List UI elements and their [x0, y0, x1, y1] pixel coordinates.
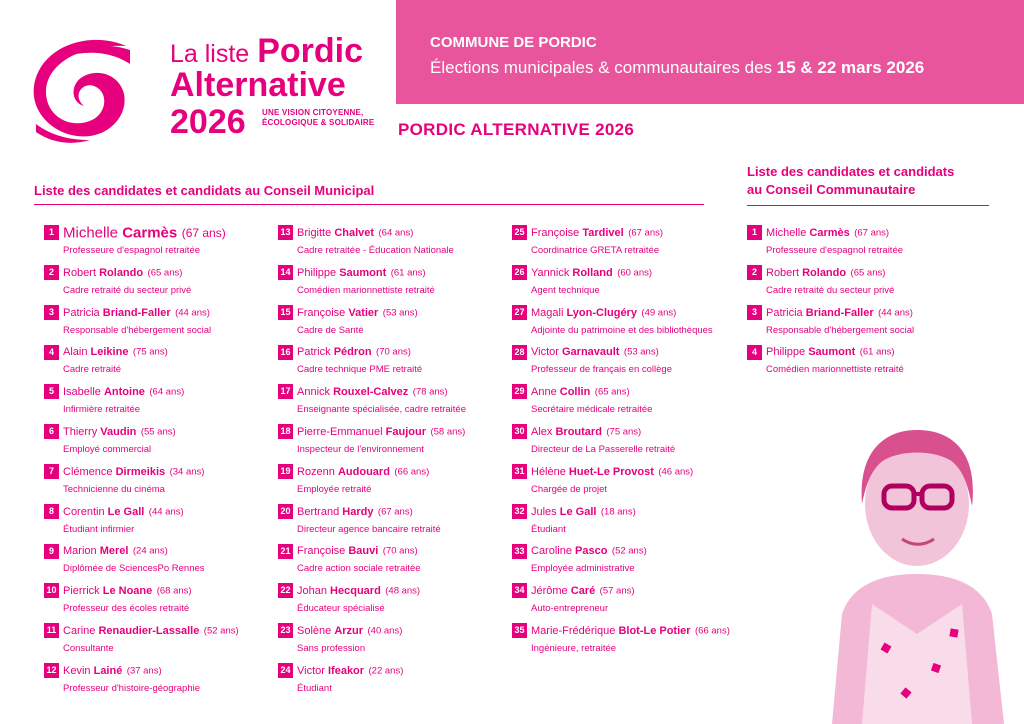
candidate-job: Adjointe du patrimoine et des bibliothèques: [531, 324, 713, 336]
candidate-number: 19: [278, 464, 293, 479]
candidate-age: (75 ans): [132, 346, 168, 358]
candidate-name: Yannick Rolland: [531, 266, 613, 279]
candidate-item: [512, 582, 635, 614]
candidate-number: 11: [44, 623, 59, 638]
candidate-job: Étudiant: [297, 682, 332, 694]
candidate-name: Victor Ifeakor: [297, 664, 365, 677]
candidate-number: 26: [512, 265, 527, 280]
candidate-age: (55 ans): [140, 426, 176, 438]
candidate-name: Magali Lyon-Clugéry: [531, 306, 637, 319]
candidate-age: (44 ans): [878, 306, 913, 318]
candidate-age: (65 ans): [850, 267, 886, 279]
candidate-job: Responsable d'hébergement social: [766, 324, 915, 336]
candidate-number: 1: [44, 225, 59, 240]
candidate-name: Brigitte Chalvet: [297, 226, 375, 239]
candidate-job: Professeure d'espagnol retraitée: [766, 245, 904, 256]
candidate-job: Agent technique: [531, 284, 600, 296]
communautaire-heading: Liste des candidates et candidats au Conseil Communautaire: [747, 163, 989, 206]
candidate-number: 2: [44, 265, 59, 280]
candidate-job: Professeur des écoles retraité: [63, 603, 190, 615]
candidate-job: Cadre technique PME retraité: [297, 364, 423, 376]
candidate-name: Bertrand Hardy: [297, 505, 374, 518]
candidate-age: (34 ans): [169, 466, 205, 478]
candidate-job: Éducateur spécialisé: [297, 603, 385, 615]
candidate-item: [278, 304, 418, 336]
candidate-age: (52 ans): [203, 625, 239, 637]
candidate-name: Marion Merel: [63, 545, 129, 558]
candidate-name: Jérôme Caré: [531, 584, 596, 597]
candidate-number: 21: [278, 544, 293, 559]
candidate-item: [278, 662, 403, 694]
candidate-item: [278, 622, 402, 654]
candidate-job: Comédien marionnettiste retraité: [766, 364, 904, 376]
candidate-name: Alex Broutard: [531, 425, 602, 438]
candidate-name: Anne Collin: [531, 385, 591, 398]
candidate-number: 4: [747, 345, 762, 360]
candidate-age: (70 ans): [382, 545, 418, 557]
candidate-item: [278, 383, 466, 415]
candidate-item: [512, 383, 652, 415]
candidate-age: (60 ans): [617, 267, 653, 279]
candidate-name: Michelle Carmès: [63, 224, 178, 242]
candidate-item: [747, 304, 914, 336]
candidate-item: [512, 463, 693, 495]
candidate-job: Chargée de projet: [531, 483, 608, 495]
candidate-job: Professeur d'histoire-géographie: [63, 682, 201, 694]
candidate-item: [747, 343, 904, 375]
candidate-age: (66 ans): [394, 466, 430, 478]
candidate-item: [512, 622, 730, 654]
logo-year: 2026: [170, 103, 246, 141]
candidate-item: [44, 304, 211, 336]
candidate-name: Patricia Briand-Faller: [63, 306, 171, 319]
candidate-name: Pierre-Emmanuel Faujour: [297, 425, 426, 438]
candidate-job: Coordinatrice GRETA retraitée: [531, 245, 660, 256]
candidate-age: (67 ans): [628, 227, 664, 239]
candidate-number: 24: [278, 663, 293, 678]
candidate-job: Cadre retraité: [63, 364, 122, 376]
candidate-number: 32: [512, 504, 527, 519]
candidate-age: (61 ans): [390, 267, 426, 279]
candidate-job: Ingénieure, retraitée: [531, 643, 617, 654]
candidate-item: [278, 542, 421, 574]
candidate-name: Pierrick Le Noane: [63, 584, 153, 597]
candidate-item: [512, 423, 675, 455]
candidate-item: [44, 264, 191, 296]
candidate-age: (48 ans): [385, 585, 421, 597]
candidate-job: Cadre de Santé: [297, 324, 364, 336]
candidate-number: 15: [278, 305, 293, 320]
candidate-item: [278, 423, 465, 455]
candidate-name: Françoise Vatier: [297, 306, 379, 319]
logo-subtitle: Alternative: [170, 66, 346, 104]
candidate-age: (57 ans): [599, 585, 635, 597]
candidate-name: Philippe Saumont: [766, 346, 856, 359]
candidate-age: (67 ans): [854, 227, 890, 239]
candidate-age: (68 ans): [156, 585, 192, 597]
candidate-number: 33: [512, 544, 527, 559]
candidate-number: 17: [278, 384, 293, 399]
candidate-item: [44, 662, 200, 694]
candidate-item: [512, 542, 647, 574]
candidate-age: (53 ans): [382, 306, 418, 318]
candidate-age: (24 ans): [132, 545, 168, 557]
candidate-number: 23: [278, 623, 293, 638]
candidate-name: Robert Rolando: [766, 266, 847, 279]
candidate-item: [278, 343, 422, 375]
candidate-name: Alain Leikine: [63, 346, 129, 359]
candidate-number: 22: [278, 583, 293, 598]
candidate-number: 1: [747, 225, 762, 240]
candidate-job: Technicienne du cinéma: [63, 483, 165, 495]
candidate-job: Professeur de français en collège: [531, 364, 672, 376]
candidate-age: (44 ans): [148, 505, 184, 517]
candidate-age: (46 ans): [658, 466, 694, 478]
candidate-name: Patrick Pédron: [297, 346, 372, 359]
candidate-job: Directeur agence bancaire retraité: [297, 523, 441, 535]
candidate-job: Directeur de La Passerelle retraité: [531, 444, 676, 455]
candidate-age: (65 ans): [147, 267, 183, 279]
candidate-job: Cadre retraitée - Éducation Nationale: [297, 245, 454, 256]
candidate-item: [278, 224, 454, 256]
candidate-item: [278, 503, 441, 535]
candidate-age: (18 ans): [600, 505, 636, 517]
candidate-job: Étudiant infirmier: [63, 523, 135, 535]
candidate-name: Carine Renaudier-Lassalle: [63, 624, 200, 637]
candidate-number: 8: [44, 504, 59, 519]
candidate-age: (53 ans): [623, 346, 659, 358]
candidate-item: [747, 264, 894, 296]
candidate-number: 14: [278, 265, 293, 280]
candidate-item: [278, 264, 435, 296]
candidate-number: 16: [278, 345, 293, 360]
candidate-number: 7: [44, 464, 59, 479]
header-banner: [396, 0, 1024, 104]
candidate-job: Inspecteur de l'environnement: [297, 444, 424, 455]
candidate-job: Comédien marionnettiste retraité: [297, 284, 435, 296]
candidate-number: 29: [512, 384, 527, 399]
candidate-name: Rozenn Audouard: [297, 465, 390, 478]
candidate-job: Employée administrative: [531, 563, 635, 575]
logo: [30, 28, 375, 148]
candidate-item: [278, 582, 420, 614]
candidate-item: [512, 304, 713, 336]
candidate-age: (65 ans): [594, 386, 630, 398]
candidate-item: [512, 264, 652, 296]
candidate-name: Kevin Lainé: [63, 664, 123, 677]
candidate-number: 6: [44, 424, 59, 439]
candidate-age: (64 ans): [378, 227, 414, 239]
candidate-age: (67 ans): [377, 505, 413, 517]
candidate-job: Sans profession: [297, 643, 366, 654]
candidate-item: [44, 542, 205, 574]
candidate-age: (66 ans): [695, 625, 730, 637]
candidate-item: [44, 463, 204, 495]
candidate-number: 5: [44, 384, 59, 399]
commune-title: COMMUNE DE PORDIC: [430, 34, 597, 51]
elections-line: Élections municipales & communautaires des 15 & 22 mars 2026: [430, 58, 925, 77]
candidate-name: Michelle Carmès: [766, 226, 850, 239]
candidate-name: Hélène Huet-Le Provost: [531, 465, 654, 478]
logo-title: La liste Pordic: [170, 32, 364, 70]
candidate-number: 3: [747, 305, 762, 320]
logo-tagline: UNE VISION CITOYENNE, ÉCOLOGIQUE & SOLIDAIRE: [262, 108, 375, 127]
candidate-number: 13: [278, 225, 293, 240]
candidate-item: [44, 503, 184, 535]
candidate-job: Responsable d'hébergement social: [63, 324, 212, 336]
candidate-job: Cadre retraité du secteur privé: [63, 284, 192, 296]
candidate-job: Secrétaire médicale retraitée: [531, 404, 653, 416]
candidate-item: [44, 383, 184, 415]
candidate-job: Employé commercial: [63, 444, 152, 455]
candidate-number: 2: [747, 265, 762, 280]
candidate-name: Philippe Saumont: [297, 266, 387, 279]
list-title: PORDIC ALTERNATIVE 2026: [398, 120, 635, 139]
candidate-number: 25: [512, 225, 527, 240]
municipal-heading: Liste des candidates et candidats au Conseil Municipal: [34, 183, 704, 205]
candidate-name: Patricia Briand-Faller: [766, 306, 874, 319]
candidate-age: (61 ans): [859, 346, 895, 358]
candidate-name: Robert Rolando: [63, 266, 144, 279]
candidate-job: Cadre retraité du secteur privé: [766, 284, 895, 296]
candidate-age: (37 ans): [126, 665, 162, 677]
candidate-name: Jules Le Gall: [531, 505, 597, 518]
candidate-age: (52 ans): [611, 545, 647, 557]
candidate-number: 35: [512, 623, 527, 638]
candidate-age: (78 ans): [412, 386, 448, 398]
candidate-age: (22 ans): [368, 665, 404, 677]
candidate-job: Cadre action sociale retraitée: [297, 563, 421, 575]
candidate-job: Infirmière retraitée: [63, 404, 141, 416]
candidate-item: [44, 622, 239, 654]
candidate-name: Isabelle Antoine: [63, 385, 145, 398]
candidate-number: 30: [512, 424, 527, 439]
candidate-job: Diplômée de SciencesPo Rennes: [63, 563, 205, 575]
candidate-item: [44, 582, 192, 614]
candidate-job: Professeure d'espagnol retraitée: [63, 245, 201, 256]
candidate-age: (67 ans): [181, 225, 226, 240]
candidate-number: 12: [44, 663, 59, 678]
candidate-age: (44 ans): [175, 306, 210, 318]
candidate-item: [278, 463, 429, 495]
candidate-item: [512, 224, 663, 256]
candidate-item: [44, 224, 226, 256]
candidate-item: [512, 503, 636, 535]
candidate-number: 27: [512, 305, 527, 320]
candidate-age: (49 ans): [641, 306, 677, 318]
candidate-name: Marie-Frédérique Blot-Le Potier: [531, 624, 691, 637]
candidate-item: [512, 343, 672, 375]
candidate-number: 20: [278, 504, 293, 519]
candidate-name: Annick Rouxel-Calvez: [297, 385, 409, 398]
candidate-job: Consultante: [63, 643, 114, 654]
candidate-item: [747, 224, 903, 256]
candidate-number: 31: [512, 464, 527, 479]
candidate-name: Thierry Vaudin: [63, 425, 137, 438]
candidate-item: [44, 343, 168, 375]
candidate-name: Johan Hecquard: [297, 584, 381, 597]
candidate-age: (70 ans): [376, 346, 411, 358]
candidate-job: Enseignante spécialisée, cadre retraitée: [297, 404, 466, 416]
candidate-age: (58 ans): [430, 426, 466, 438]
candidate-name: Solène Arzur: [297, 624, 364, 637]
candidate-age: (40 ans): [367, 625, 403, 637]
candidate-name: Caroline Pasco: [531, 545, 608, 558]
candidate-number: 28: [512, 345, 527, 360]
candidate-name: Françoise Tardivel: [531, 226, 624, 239]
candidate-job: Auto-entrepreneur: [531, 603, 609, 615]
candidate-name: Corentin Le Gall: [63, 505, 145, 518]
candidate-name: Victor Garnavault: [531, 346, 620, 359]
swirl-logo-icon: [30, 36, 142, 144]
candidate-job: Employée retraité: [297, 483, 372, 495]
candidate-name: Françoise Bauvi: [297, 545, 379, 558]
candidate-age: (75 ans): [606, 426, 642, 438]
candidate-item: [44, 423, 176, 455]
candidate-number: 10: [44, 583, 59, 598]
candidate-number: 34: [512, 583, 527, 598]
candidate-number: 9: [44, 544, 59, 559]
candidate-number: 3: [44, 305, 59, 320]
candidate-number: 18: [278, 424, 293, 439]
candidate-portrait: [822, 424, 1012, 724]
candidate-name: Clémence Dirmeikis: [63, 465, 166, 478]
candidate-job: Étudiant: [531, 523, 566, 535]
candidate-age: (64 ans): [149, 386, 185, 398]
candidate-number: 4: [44, 345, 59, 360]
